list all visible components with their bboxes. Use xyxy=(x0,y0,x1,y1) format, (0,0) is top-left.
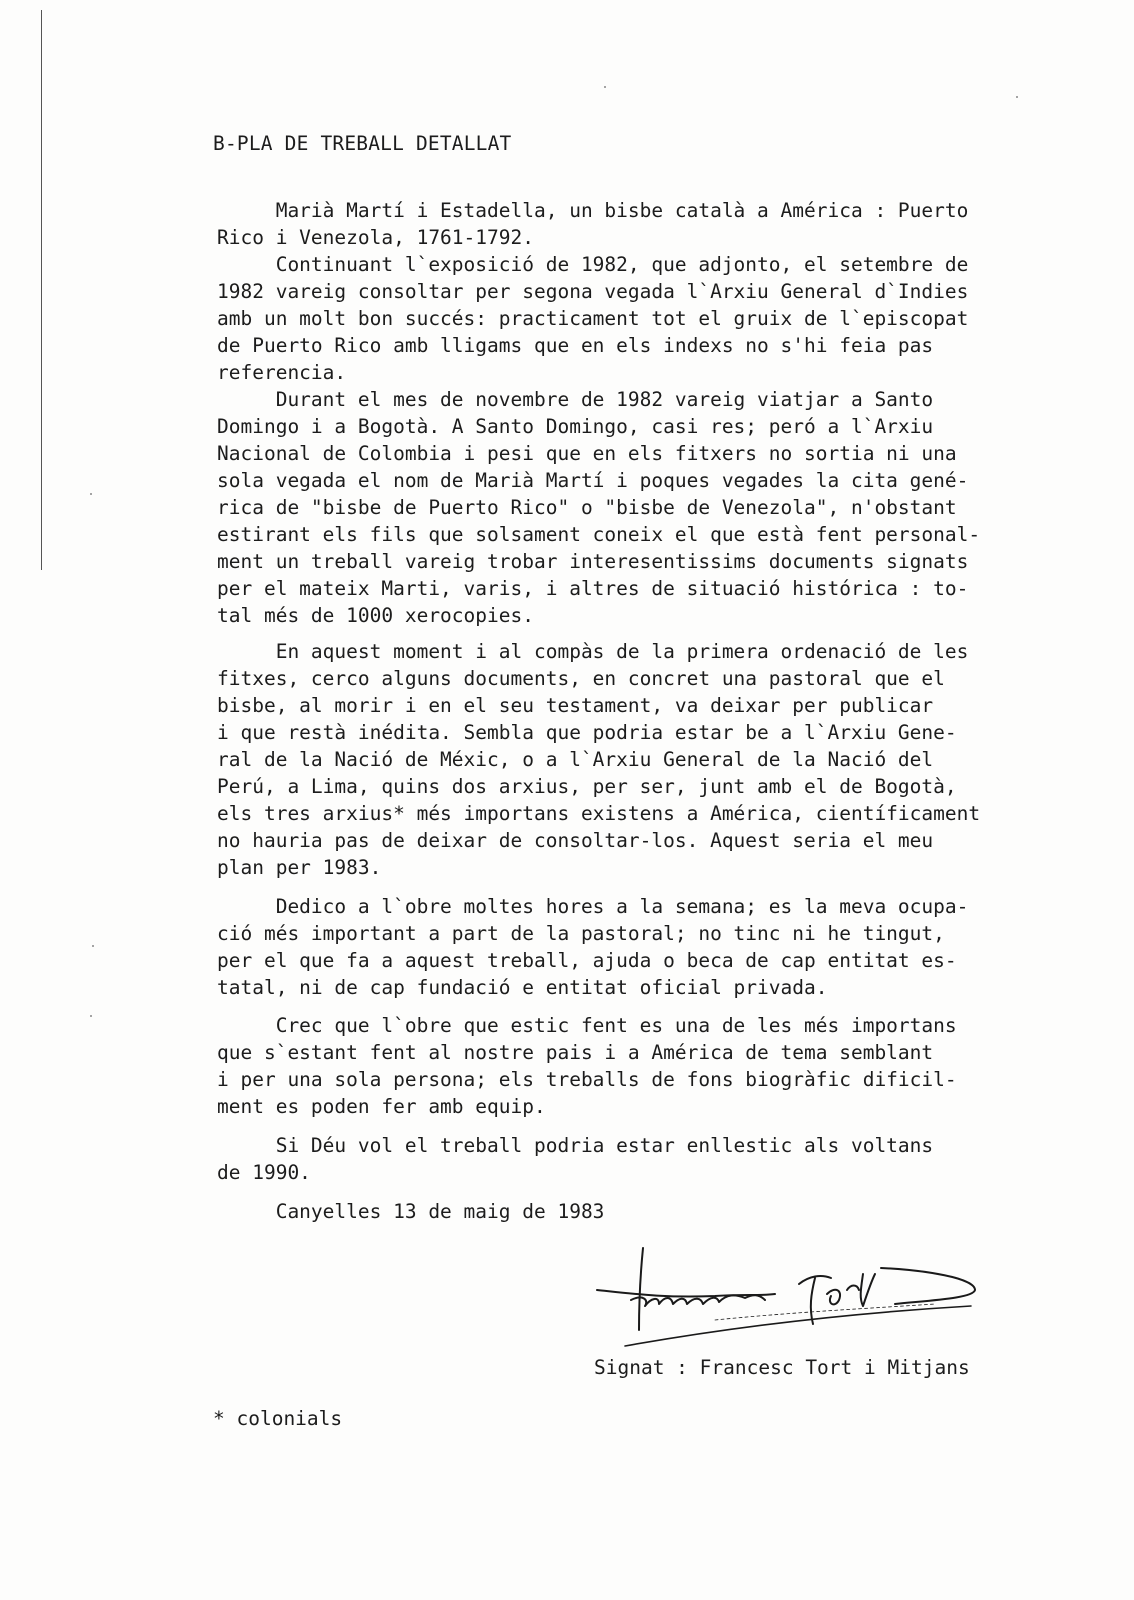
scan-speck xyxy=(604,86,606,88)
footnote: * colonials xyxy=(213,1407,343,1430)
paragraph-line: i per una sola persona; els treballs de fons biogràfic dificil- xyxy=(217,1068,957,1091)
paragraph-3 xyxy=(217,893,1107,1001)
paragraph-line: Perú, a Lima, quins dos arxius, per ser, junt amb el de Bogotà, xyxy=(217,775,957,798)
scan-speck xyxy=(90,493,92,495)
paragraph-line: ment es poden fer amb equip. xyxy=(217,1095,546,1118)
paragraph-line: i que restà inédita. Sembla que podria estar be a l`Arxiu Gene- xyxy=(217,721,957,744)
paragraph-line: que s`estant fent al nostre pais i a América de tema semblant xyxy=(217,1041,934,1064)
paragraph-line: bisbe, al morir i en el seu testament, va deixar per publicar xyxy=(217,694,934,717)
paragraph-4 xyxy=(217,1012,1107,1120)
paragraph-line: Dedico a l`obre moltes hores a la semana; es la meva ocupa- xyxy=(217,895,969,918)
paragraph-line: rica de "bisbe de Puerto Rico" o "bisbe de Venezola", n'obstant xyxy=(217,496,957,519)
document-heading: B-PLA DE TREBALL DETALLAT xyxy=(213,132,512,155)
paragraph-1 xyxy=(217,197,1107,629)
paragraph-line: no hauria pas de deixar de consoltar-los. Aquest seria el meu xyxy=(217,829,934,852)
scan-speck xyxy=(92,945,94,947)
paragraph-line: per el mateix Marti, varis, i altres de situació histórica : to- xyxy=(217,577,969,600)
paragraph-line: de 1990. xyxy=(217,1161,311,1184)
page-edge-line xyxy=(41,10,42,570)
paragraph-line: per el que fa a aquest treball, ajuda o beca de cap entitat es- xyxy=(217,949,957,972)
paragraph-line: estirant els fils que solsament coneix el que està fent personal- xyxy=(217,523,981,546)
paragraph-line: ment un treball vareig trobar interesentissims documents signats xyxy=(217,550,969,573)
paragraph-5 xyxy=(217,1132,1107,1186)
paragraph-line: Rico i Venezola, 1761-1792. xyxy=(217,226,534,249)
place-date-line xyxy=(217,1198,1107,1225)
handwritten-signature xyxy=(595,1238,995,1358)
scan-speck xyxy=(1016,96,1018,98)
paragraph-line: ral de la Nació de Méxic, o a l`Arxiu General de la Nació del xyxy=(217,748,934,771)
paragraph-line: ció més important a part de la pastoral; no tinc ni he tingut, xyxy=(217,922,945,945)
paragraph-2 xyxy=(217,638,1107,881)
paragraph-line: Crec que l`obre que estic fent es una de les més importans xyxy=(217,1014,957,1037)
paragraph-line: Marià Martí i Estadella, un bisbe català a América : Puerto xyxy=(217,199,969,222)
paragraph-line: Si Déu vol el treball podria estar enllestic als voltans xyxy=(217,1134,934,1157)
paragraph-line: tal més de 1000 xerocopies. xyxy=(217,604,534,627)
paragraph-line: plan per 1983. xyxy=(217,856,382,879)
paragraph-line: amb un molt bon succés: practicament tot el gruix de l`episcopat xyxy=(217,307,969,330)
signature-caption: Signat : Francesc Tort i Mitjans xyxy=(594,1356,970,1379)
paragraph-line: Nacional de Colombia i pesi que en els fitxers no sortia ni una xyxy=(217,442,957,465)
paragraph-line: sola vegada el nom de Marià Martí i poques vegades la cita gené- xyxy=(217,469,969,492)
paragraph-line: referencia. xyxy=(217,361,347,384)
paragraph-line: Durant el mes de novembre de 1982 vareig viatjar a Santo xyxy=(217,388,934,411)
paragraph-line: tatal, ni de cap fundació e entitat oficial privada. xyxy=(217,976,828,999)
paragraph-line: Continuant l`exposició de 1982, que adjonto, el setembre de xyxy=(217,253,969,276)
paragraph-line: Domingo i a Bogotà. A Santo Domingo, casi res; peró a l`Arxiu xyxy=(217,415,934,438)
paragraph-line: 1982 vareig consoltar per segona vegada l`Arxiu General d`Indies xyxy=(217,280,969,303)
scan-speck xyxy=(90,1015,92,1017)
paragraph-line: de Puerto Rico amb lligams que en els indexs no s'hi feia pas xyxy=(217,334,934,357)
paragraph-line: fitxes, cerco alguns documents, en concret una pastoral que el xyxy=(217,667,945,690)
paragraph-line: Canyelles 13 de maig de 1983 xyxy=(217,1200,605,1223)
paragraph-line: els tres arxius* més importans existens a América, científicament xyxy=(217,802,981,825)
paragraph-line: En aquest moment i al compàs de la primera ordenació de les xyxy=(217,640,969,663)
